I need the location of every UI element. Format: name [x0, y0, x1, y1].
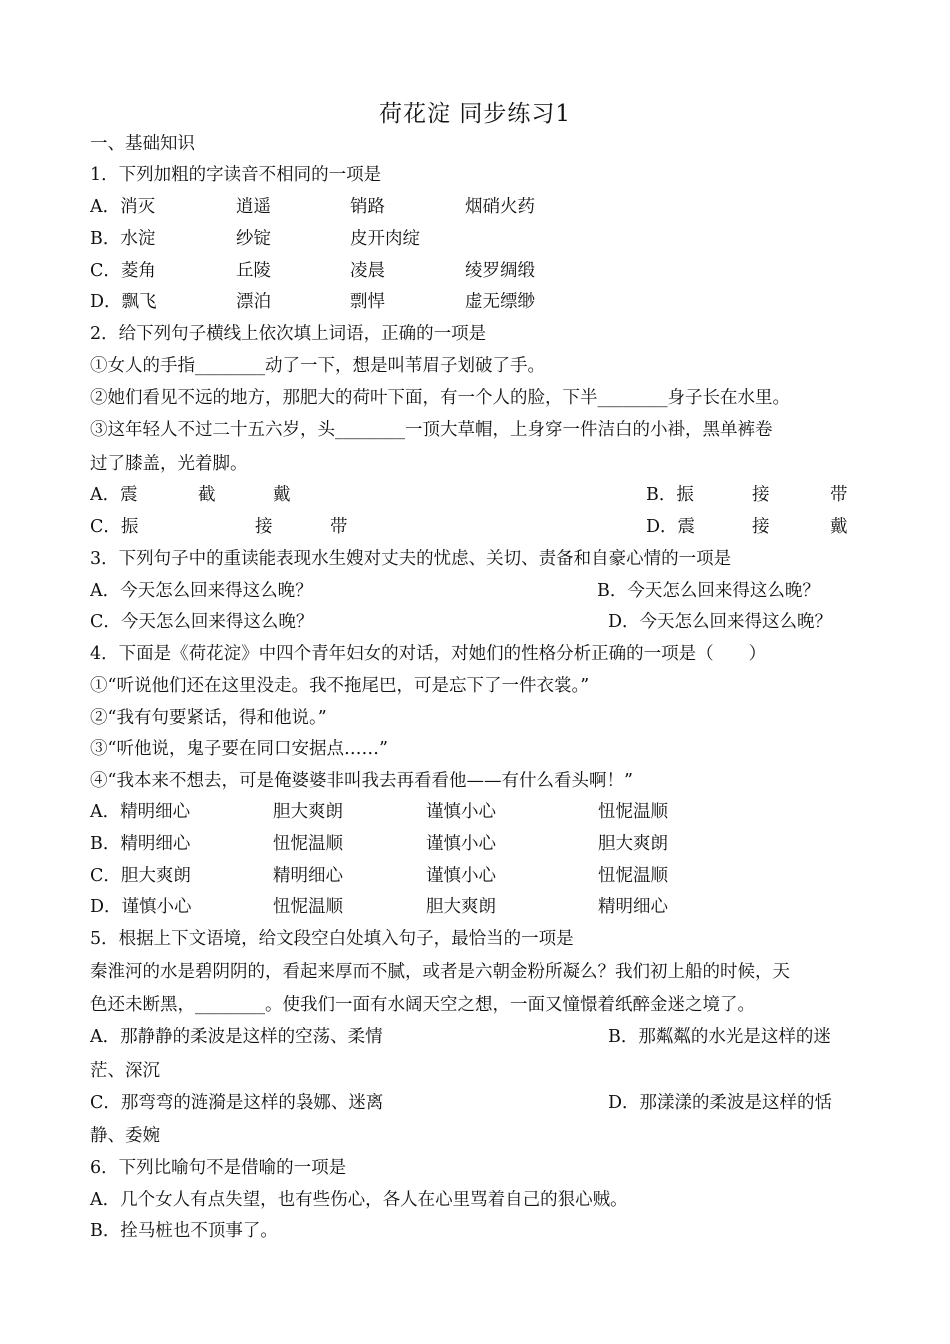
q4-dialogue-4: ④“我本来不想去，可是俺婆婆非叫我去再看看他——有什么看头啊！” [90, 771, 633, 791]
q2-option-d-word: 戴 [830, 517, 848, 537]
q1-option-a-word: 逍遥 [236, 197, 271, 217]
q3-option-d: D．今天怎么回来得这么晚？ [608, 612, 833, 632]
q4-option-b-trait: 谨慎小心 [426, 834, 496, 854]
q5-option-b: B．那粼粼的水光是这样的迷 [608, 1027, 831, 1047]
q4-option-a-trait: 谨慎小心 [426, 802, 496, 822]
q2-option-b-word: 接 [752, 485, 770, 505]
q1-option-b: B．水淀 [90, 229, 156, 249]
q2-sentence-1: ①女人的手指________动了一下，想是叫苇眉子划破了手。 [90, 356, 545, 376]
q6-stem: 6．下列比喻句不是借喻的一项是 [90, 1158, 347, 1178]
q1-option-b-word: 纱锭 [236, 229, 271, 249]
q4-option-a-trait: 忸怩温顺 [598, 802, 668, 822]
q2-sentence-3: ③这年轻人不过二十五六岁，头________一顶大草帽，上身穿一件洁白的小褂，黑单裤卷 [90, 420, 773, 440]
q3-option-a: A．今天怎么回来得这么晚？ [90, 581, 313, 601]
q3-option-b: B．今天怎么回来得这么晚？ [597, 581, 820, 601]
q1-option-d-word: 虚无缥缈 [465, 292, 535, 312]
q6-option-b: B．拴马桩也不顶事了。 [90, 1221, 278, 1241]
q1-option-d-word: 剽悍 [350, 292, 385, 312]
q2-option-c: C．振 [90, 517, 139, 537]
q2-option-c-word: 带 [330, 517, 348, 537]
q4-option-c: C．胆大爽朗 [90, 866, 191, 886]
q5-stem: 5．根据上下文语境，给文段空白处填入句子，最恰当的一项是 [90, 929, 574, 949]
q2-option-d-word: 接 [752, 517, 770, 537]
q5-option-c: C．那弯弯的涟漪是这样的袅娜、迷离 [90, 1093, 384, 1113]
q1-stem: 1．下列加粗的字读音不相同的一项是 [90, 165, 382, 185]
q2-option-a-word: 截 [198, 485, 216, 505]
q4-dialogue-3: ③“听他说，鬼子要在同口安据点……” [90, 739, 388, 759]
q2-option-a-word: 戴 [273, 485, 291, 505]
q4-option-a: A．精明细心 [90, 802, 191, 822]
q2-option-a: A．震 [90, 485, 138, 505]
q1-option-a-word: 烟硝火药 [465, 197, 535, 217]
q5-option-b-cont: 茫、深沉 [90, 1061, 160, 1081]
q3-option-c: C．今天怎么回来得这么晚？ [90, 612, 314, 632]
q2-sentence-2: ②她们看见不远的地方，那肥大的荷叶下面，有一个人的脸，下半________身子长在水里。 [90, 388, 790, 408]
q4-option-d-trait: 胆大爽朗 [426, 897, 496, 917]
q2-stem: 2．给下列句子横线上依次填上词语，正确的一项是 [90, 324, 487, 344]
q5-option-a: A．那静静的柔波是这样的空荡、柔情 [90, 1027, 383, 1047]
q4-option-d-trait: 忸怩温顺 [273, 897, 343, 917]
q5-passage-line-2: 色还未断黑，________。使我们一面有水阔天空之想，一面又憧憬着纸醉金迷之境了。 [90, 995, 755, 1015]
q2-option-b-word: 带 [830, 485, 848, 505]
q4-option-b: B．精明细心 [90, 834, 191, 854]
q2-option-d: D．震 [646, 517, 696, 537]
section-heading: 一、基础知识 [90, 134, 195, 154]
q4-option-d-trait: 精明细心 [598, 897, 668, 917]
q1-option-c: C．菱角 [90, 261, 156, 281]
q2-option-c-word: 接 [255, 517, 273, 537]
page-title: 荷花淀 同步练习1 [379, 101, 571, 127]
q1-option-d: D．飘飞 [90, 292, 157, 312]
q1-option-a-word: 销路 [350, 197, 385, 217]
q4-dialogue-2: ②“我有句要紧话，得和他说。” [90, 708, 327, 728]
q4-dialogue-1: ①“听说他们还在这里没走。我不拖尾巴，可是忘下了一件衣裳。” [90, 676, 590, 696]
q2-sentence-3-cont: 过了膝盖，光着脚。 [90, 454, 248, 474]
q1-option-c-word: 绫罗绸缎 [465, 261, 535, 281]
q4-option-c-trait: 谨慎小心 [426, 866, 496, 886]
q5-passage-line-1: 秦淮河的水是碧阴阴的，看起来厚而不腻，或者是六朝金粉所凝么？我们初上船的时候，天 [90, 962, 790, 982]
q1-option-b-word: 皮开肉绽 [350, 229, 420, 249]
q4-stem: 4．下面是《荷花淀》中四个青年妇女的对话，对她们的性格分析正确的一项是（ ） [90, 644, 767, 664]
q1-option-d-word: 漂泊 [236, 292, 271, 312]
q2-option-b: B．振 [646, 485, 694, 505]
q4-option-b-trait: 忸怩温顺 [273, 834, 343, 854]
q1-option-c-word: 凌晨 [350, 261, 385, 281]
q3-stem: 3．下列句子中的重读能表现水生嫂对丈夫的忧虑、关切、责备和自豪心情的一项是 [90, 549, 732, 569]
q4-option-d: D．谨慎小心 [90, 897, 192, 917]
q4-option-c-trait: 忸怩温顺 [598, 866, 668, 886]
q4-option-c-trait: 精明细心 [273, 866, 343, 886]
q5-option-d-cont: 静、委婉 [90, 1126, 160, 1146]
q6-option-a: A．几个女人有点失望，也有些伤心，各人在心里骂着自己的狠心贼。 [90, 1190, 628, 1210]
q4-option-a-trait: 胆大爽朗 [273, 802, 343, 822]
q1-option-c-word: 丘陵 [236, 261, 271, 281]
q5-option-d: D．那漾漾的柔波是这样的恬 [608, 1093, 833, 1113]
q1-option-a: A．消灭 [90, 197, 156, 217]
q4-option-b-trait: 胆大爽朗 [598, 834, 668, 854]
